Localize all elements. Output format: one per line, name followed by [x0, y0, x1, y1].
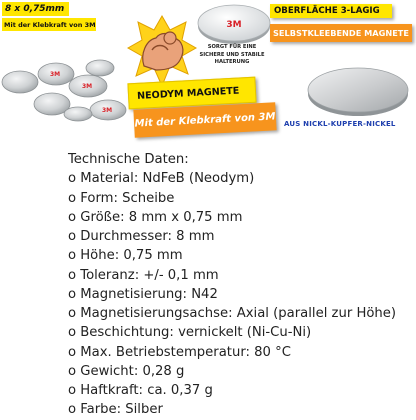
spec-item: o Gewicht: 0,28 g	[68, 363, 185, 379]
self-adhesive-label: SELBSTKLEEBENDE MAGNETE	[270, 24, 412, 42]
technical-specs	[68, 150, 408, 420]
spec-item: o Magnetisierungsachse: Axial (parallel zur Höhe)	[68, 306, 397, 321]
magnet-disc-image	[300, 62, 416, 120]
spec-item: o Form: Scheibe	[68, 190, 175, 206]
svg-text:3M: 3M	[102, 107, 113, 114]
spec-item: o Größe: 8 mm x 0,75 mm	[68, 209, 243, 225]
strong-arm-icon	[126, 14, 198, 90]
spec-item: o Material: NdFeB (Neodym)	[68, 171, 255, 187]
svg-text:3M: 3M	[50, 71, 61, 78]
specs-heading: Technische Daten:	[68, 152, 189, 167]
spec-item: o Beschichtung: vernickelt (Ni-Cu-Ni)	[68, 325, 312, 341]
surface-label: OBERFLÄCHE 3-LAGIG	[270, 4, 392, 18]
spec-item: o Durchmesser: 8 mm	[68, 229, 215, 244]
spec-item: o Toleranz: +/- 0,1 mm	[68, 267, 219, 283]
spec-item: o Magnetisierung: N42	[68, 286, 218, 302]
glue-label-large: Mit der Klebkraft von 3M	[133, 102, 276, 137]
spec-item: o Haftkraft: ca. 0,37 g	[68, 383, 213, 398]
glue-label-small: Mit der Klebkraft von 3M	[2, 18, 96, 31]
spec-item: o Farbe: Silber	[68, 402, 163, 418]
spec-item: o Höhe: 0,75 mm	[68, 248, 183, 264]
spec-item: o Max. Betriebstemperatur: 80 °C	[68, 344, 291, 360]
secure-hold-text: SORGT FÜR EINE SICHERE UND STABILE HALTERUNG	[199, 44, 265, 65]
magnet-cluster-image	[0, 30, 128, 122]
svg-text:3M: 3M	[82, 83, 93, 90]
coating-label: AUS NICKL-KUPFER-NICKEL	[284, 120, 396, 128]
neodym-label: NEODYM MAGNETE	[127, 77, 256, 110]
size-label: 8 x 0,75mm	[2, 2, 69, 16]
adhesive-disc-image	[194, 2, 274, 46]
brand-mark: 3M	[226, 20, 242, 30]
